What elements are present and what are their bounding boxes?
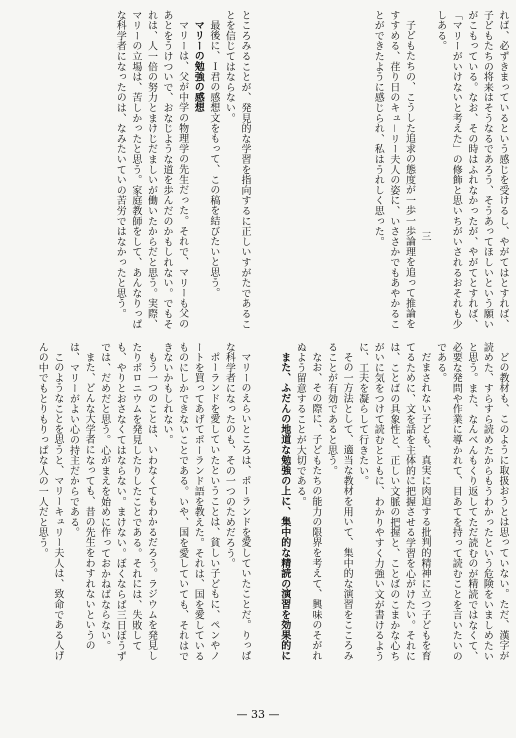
section-number: 三 (419, 230, 431, 242)
right-page-upper-text (6, 10, 252, 332)
paragraph: ポーランドを愛していたということは、貧しい子どもに、ペンやノートを買ってあげてポーランド語を教えた。それは、国を愛しているものにしかできないことである。いや、国を愛していても、それはできないかもしれない。 (161, 342, 219, 662)
paragraph: 最後に、Ｉ君の感想文をもって、この稿を結びたいと思う。 (207, 20, 219, 299)
paragraph: また、どんな大学者になっても、昔の先生をわすれないというのは、マリーがよい心の持主だからである。 (67, 342, 95, 651)
paragraph: ところみることが、発見的な学習を指向するに正しいすがたであることを信じてはならない。 (223, 10, 250, 330)
paragraph: マリーは、父が中学の物理学の先生だった。それで、マリーも父のあとをうけついで、おなじような道を歩んだのかもしれない。でもそれは、人一倍の努力とまけじだましいが働いたからだと思う。実際、マリーの立場は、苦しかったと思う。家庭教師をして、あんなりっぱな科学者になったのは、なみたいていの苦労ではなかったと思う。 (114, 10, 188, 330)
left-page-upper-text (264, 10, 510, 332)
paragraph: 子どもたちの、こうした追求の態度が一歩一歩論理を追って推論をすすめる、荏り日のキュ－リー夫人の姿に、いささかでもあやかることができたように感じられ、私はうれしく思った。 (372, 10, 415, 330)
paragraph: マリーのえらいところは、ポーランドを愛していたことだ。りっぱな科学者になったのも、その一つのためだろう。 (223, 342, 250, 661)
paragraph: このようなことを思うと、マリーキュリー夫人は、致命である人げんの中でもとりもりっぱな人の一人だと思う。 (36, 342, 63, 661)
paragraph: もう一つのことは、いわなくてもわかるだろう。ラジウムを発見したりポロニウムを発見したりしたことである。それには、失敗しても、やりとおさなくてはならない。まけない。ぼくならば三日ぼうずでは、だめだと思う。心がまえを始めに作っておかねばならない。 (98, 342, 157, 662)
paragraph: れば、必ずきまっているという感じを受けるし、やがてはとすれば、子どもたちの将来はそうなるであろう、そうあってほしいという願いがこもっている。なお、その時はふれなかったが、やがてとすれば、「マリーがいけないと考えた」の修飾と思いちがいされるおそれも少しある。 (434, 10, 508, 330)
left-page-lower-text (264, 342, 510, 670)
paragraph: なお、その際に、子どもたちの能力の限界を考えて、興味のそがれぬよう留意することが大切である。 (294, 342, 321, 661)
essay-heading: マリーの勉強の感想 (192, 20, 204, 113)
paragraph: どの教材も、このように取扱おうとは思っていない。ただ、漢字が読めた、すらすら読めたからもうわかったという危険をいましめたいと思う。また、なんべんもくり返してただ読むのが精読ではなくて、必要な発問や作業に導かれて、目あてを持って読むことを言いたいのである。 (434, 342, 508, 662)
right-page-lower-text (6, 342, 252, 670)
paragraph: その一方法として、適当な教材を用いて、集中的な演習をこころみることが有効であると思う。 (325, 342, 353, 661)
page-number: — 33 — (236, 708, 280, 721)
paragraph: また、ふだんの地道な勉強の上に、集中的な精読の演習を効果的に (278, 352, 290, 661)
paragraph: だまされない子ども、真実に肉迫する批判的精神に立つ子どもを育てるために、文を話を主体的に把握させる学習を心がけたい。それには、ことばの具象性と、正しい文脈の把握と、ことばのこまかな心ちがいに気をつけて読むとともに、わかりやすく力強い文が書けるように、工夫を凝らして行きたい。 (356, 342, 431, 662)
